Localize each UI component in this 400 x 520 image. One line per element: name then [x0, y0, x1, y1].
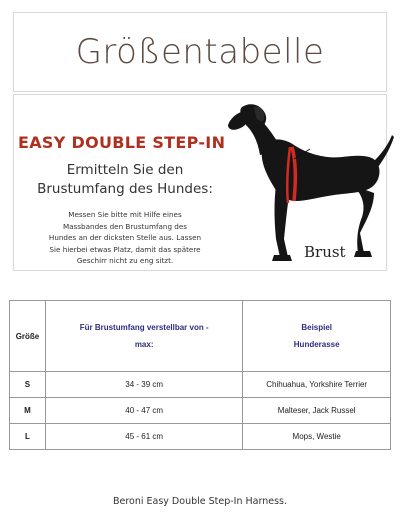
headline-line-1: Ermitteln Sie den [66, 162, 184, 178]
table-row [10, 398, 391, 424]
column-header-girth [45, 301, 242, 372]
measure-instructions [18, 209, 232, 267]
cell-size: M [10, 398, 46, 424]
cell-example: Chihuahua, Yorkshire Terrier [243, 372, 391, 398]
headline-line-2: Brustumfang des Hundes: [37, 181, 213, 197]
page-title: Größentabelle [75, 32, 325, 72]
cell-example: Mops, Westie [243, 424, 391, 450]
example-header-line-2: Hunderasse [293, 340, 340, 349]
instruction-line: Messen Sie bitte mit Hilfe eines [68, 210, 182, 219]
table-header-row [10, 301, 391, 372]
instruction-line: Geschirr nicht zu eng sitzt. [76, 256, 174, 265]
cell-girth: 34 - 39 cm [45, 372, 242, 398]
brust-label: Brust [304, 243, 346, 261]
cell-size: S [10, 372, 46, 398]
column-header-size: Größe [10, 301, 46, 372]
table-row [10, 372, 391, 398]
girth-header-line-2: max: [134, 340, 154, 349]
instruction-line: Hundes an der dicksten Stelle aus. Lassen [48, 233, 202, 242]
title-banner [13, 12, 387, 92]
cell-girth: 40 - 47 cm [45, 398, 242, 424]
measure-headline [18, 161, 232, 199]
table-row [10, 424, 391, 450]
product-name: EASY DOUBLE STEP-IN [18, 133, 226, 152]
instruction-line: Sie hierbei etwas Platz, damit das spätere [49, 244, 201, 254]
cell-example: Malteser, Jack Russel [243, 398, 391, 424]
instruction-line: Massbandes den Brustumfang des [62, 221, 188, 231]
size-chart-table [9, 300, 391, 450]
example-header-line-1: Beispiel [301, 323, 333, 332]
cell-girth: 45 - 61 cm [45, 424, 242, 450]
column-header-example [243, 301, 391, 372]
cell-size: L [10, 424, 46, 450]
footer-caption: Beroni Easy Double Step-In Harness. [112, 496, 288, 507]
info-panel [13, 94, 387, 271]
girth-header-line-1: Für Brustumfang verstellbar von - [79, 323, 209, 332]
